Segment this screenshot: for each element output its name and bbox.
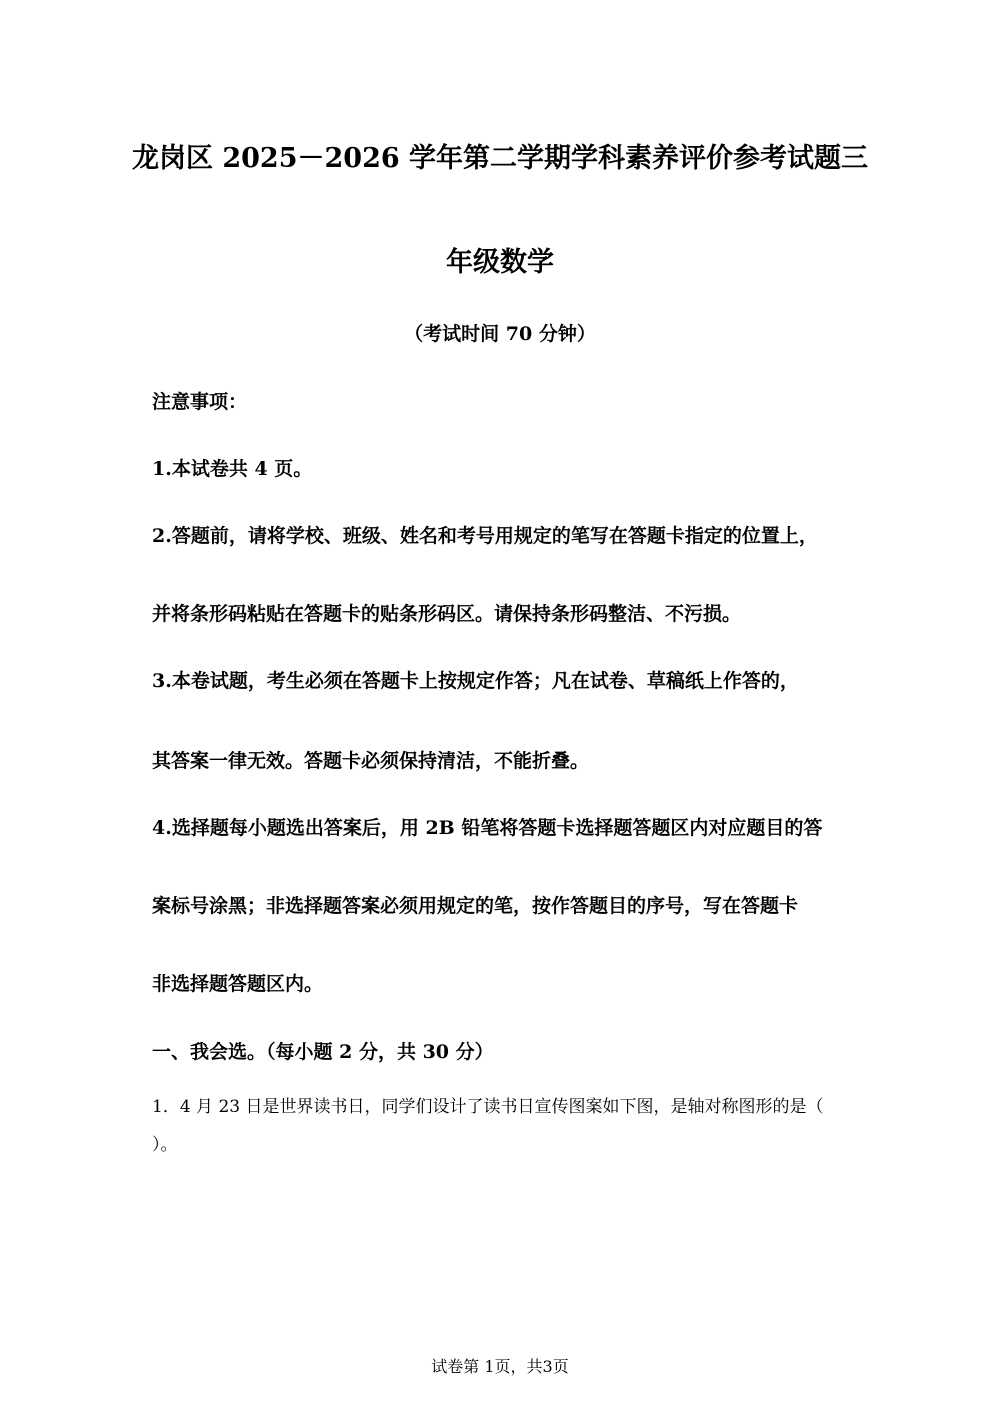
question-1-text: 1．4 月 23 日是世界读书日，同学们设计了读书日宣传图案如下图，是轴对称图形的是（ <box>152 1097 824 1117</box>
exam-time: （考试时间 70 分钟） <box>404 323 596 345</box>
question-1-text-cont: ）。 <box>152 1135 178 1155</box>
notice-line: 2.答题前，请将学校、班级、姓名和考号用规定的笔写在答题卡指定的位置上， <box>152 525 818 547</box>
notice-line: 3.本卷试题，考生必须在答题卡上按规定作答；凡在试卷、草稿纸上作答的， <box>152 670 799 692</box>
notice-line: 并将条形码粘贴在答题卡的贴条形码区。请保持条形码整洁、不污损。 <box>152 603 742 625</box>
notice-heading: 注意事项： <box>152 391 248 413</box>
notice-line: 其答案一律无效。答题卡必须保持清洁，不能折叠。 <box>152 750 590 772</box>
exam-title-line1: 龙岗区 2025－2026 学年第二学期学科素养评价参考试题三 <box>131 143 869 174</box>
notice-line: 1.本试卷共 4 页。 <box>152 458 313 480</box>
notice-line: 案标号涂黑；非选择题答案必须用规定的笔，按作答题目的序号，写在答题卡 <box>152 895 799 917</box>
notice-line: 4.选择题每小题选出答案后，用 2B 铅笔将答题卡选择题答题区内对应题目的答 <box>152 817 823 839</box>
page-footer: 试卷第 1页，共3页 <box>431 1357 569 1376</box>
notice-line: 非选择题答题区内。 <box>152 973 324 995</box>
section-heading: 一、我会选。（每小题 2 分，共 30 分） <box>152 1041 494 1063</box>
exam-title-line2: 年级数学 <box>446 247 554 278</box>
